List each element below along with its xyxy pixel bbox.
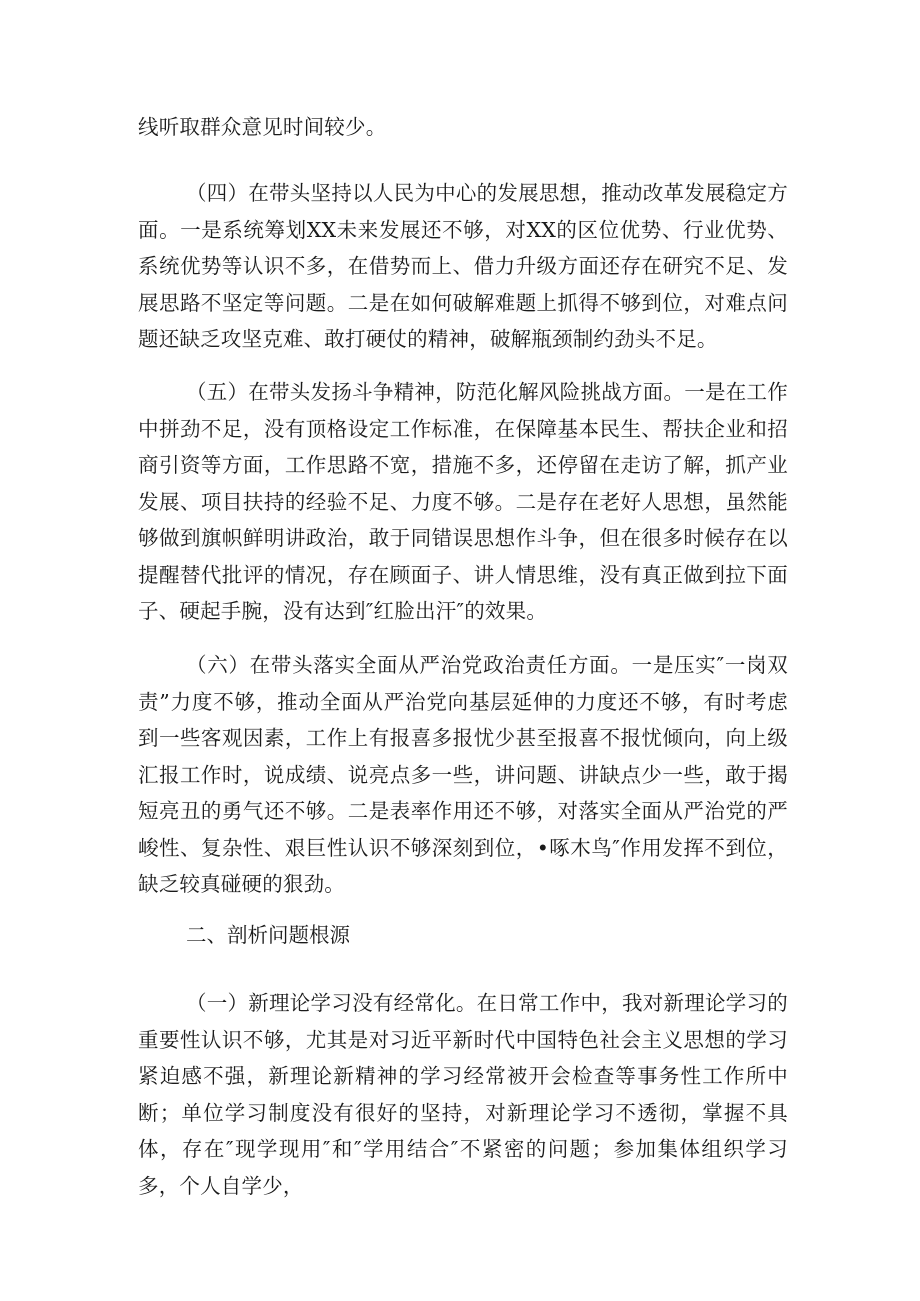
paragraph-subsection-1: （一）新理论学习没有经常化。在日常工作中，我对新理论学习的重要性认识不够，尤其是对习近平新时代中国特色社会主义思想的学习紧迫感不强，新理论新精神的学习经常被开会检查等事务性工作所中断；单位学习制度没有很好的坚持，对新理论学习不透彻，掌握不具体，存在″现学现用″和″学用结合″不紧密的问题；参加集体组织学习多，个人自学少， [138, 991, 788, 1198]
paragraph-section-6: （六）在带头落实全面从严治党政治责任方面。一是压实″一岗双责”力度不够，推动全面从严治党向基层延伸的力度还不够，有时考虑到一些客观因素，工作上有报喜多报忧少甚至报喜不报忧倾向，向上级汇报工作时，说成绩、说亮点多一些，讲问题、讲缺点少一些，敢于揭短亮丑的勇气还不够。二是表率作用还不够，对落实全面从严治党的严峻性、复杂性、艰巨性认识不够深刻到位，•啄木鸟″作用发挥不到位，缺乏较真碰硬的狠劲。 [138, 653, 788, 896]
section-heading: 二、剖析问题根源 [186, 923, 350, 947]
paragraph-section-4: （四）在带头坚持以人民为中心的发展思想，推动改革发展稳定方面。一是系统筹划XX未来发展还不够，对XX的区位优势、行业优势、系统优势等认识不多，在借势而上、借力升级方面还存在研究不足、发展思路不坚定等问题。二是在如何破解难题上抓得不够到位，对难点问题还缺乏攻坚克难、敢打硬仗的精神，破解瓶颈制约劲头不足。 [138, 181, 788, 351]
paragraph-section-5: （五）在带头发扬斗争精神，防范化解风险挑战方面。一是在工作中拼劲不足，没有顶格设定工作标准，在保障基本民生、帮扶企业和招商引资等方面，工作思路不宽，措施不多，还停留在走访了解，抓产业发展、项目扶持的经验不足、力度不够。二是存在老好人思想，虽然能够做到旗帜鲜明讲政治，敢于同错误思想作斗争，但在很多时候存在以提醒替代批评的情况，存在顾面子、讲人情思维，没有真正做到拉下面子、硬起手腕，没有达到″红脸出汗″的效果。 [138, 380, 788, 623]
paragraph-continuation: 线听取群众意见时间较少。 [138, 115, 387, 139]
